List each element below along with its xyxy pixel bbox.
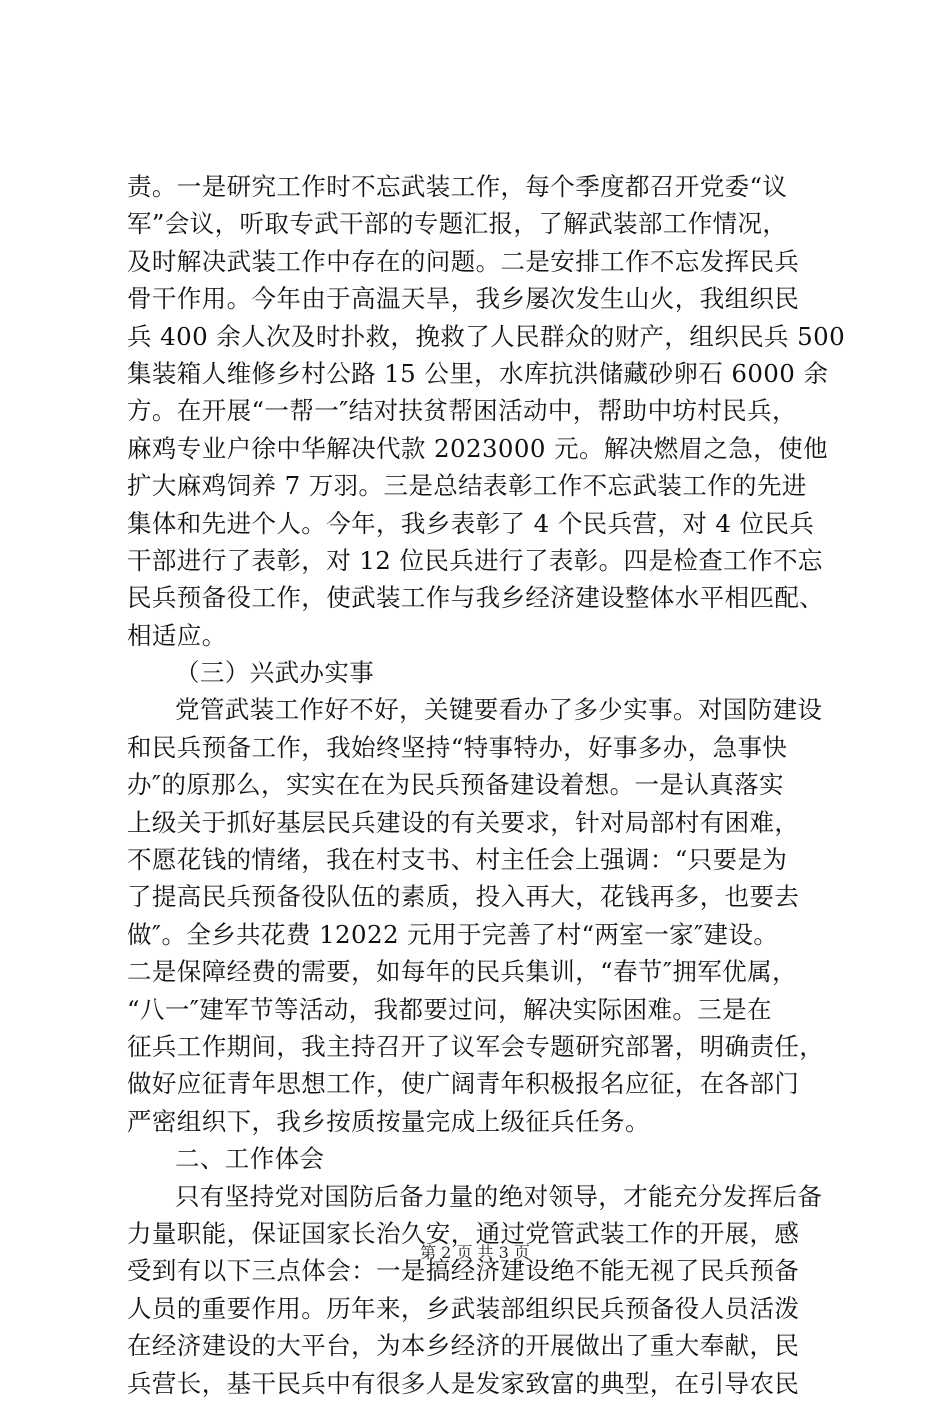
text-line: 干部进行了表彰，对 12 位民兵进行了表彰。四是检查工作不忘 — [127, 545, 823, 575]
text-line: 做″。全乡共花费 12022 元用于完善了村“两室一家″建设。 — [127, 919, 779, 949]
text-line: 责。一是研究工作时不忘武装工作，每个季度都召开党委“议 — [127, 172, 788, 201]
text-line: 上级关于抓好基层民兵建设的有关要求，针对局部村有困难， — [127, 807, 800, 837]
section-heading: 二、工作体会 — [175, 1144, 325, 1174]
text-line: 办″的原那么，实实在在为民兵预备建设着想。一是认真落实 — [127, 770, 784, 800]
text-line: 兵营长，基干民兵中有很多人是发家致富的典型，在引导农民 — [127, 1368, 800, 1398]
section-heading: （三）兴武办实事 — [175, 658, 375, 688]
text-line: “八一″建军节等活动，我都要过问，解决实际困难。三是在 — [127, 994, 772, 1024]
text-line: 扩大麻鸡饲养 7 万羽。三是总结表彰工作不忘武装工作的先进 — [127, 471, 807, 501]
text-line: 集体和先进个人。今年，我乡表彰了 4 个民兵营，对 4 位民兵 — [127, 508, 815, 538]
paragraph-first-line: 只有坚持党对国防后备力量的绝对领导，才能充分发挥后备 — [175, 1181, 823, 1211]
text-line: 相适应。 — [127, 620, 227, 650]
text-line: 二是保障经费的需要，如每年的民兵集训，“春节″拥军优属， — [127, 957, 797, 987]
text-line: 人员的重要作用。历年来，乡武装部组织民兵预备役人员活泼 — [127, 1293, 800, 1323]
text-line: 及时解决武装工作中存在的问题。二是安排工作不忘发挥民兵 — [127, 246, 800, 276]
text-line: 集装箱人维修乡村公路 15 公里，水库抗洪储藏砂卵石 6000 余 — [127, 358, 829, 388]
text-line: 不愿花钱的情绪，我在村支书、村主任会上强调：“只要是为 — [127, 845, 788, 875]
text-line: 军”会议，听取专武干部的专题汇报，了解武装部工作情况， — [127, 209, 788, 239]
text-line: 做好应征青年思想工作，使广阔青年积极报名应征，在各部门 — [127, 1069, 800, 1099]
text-line: 民兵预备役工作，使武装工作与我乡经济建设整体水平相匹配、 — [127, 583, 825, 613]
text-line: 征兵工作期间，我主持召开了议军会专题研究部署，明确责任， — [127, 1031, 825, 1061]
text-line: 力量职能，保证国家长治久安，通过党管武装工作的开展，感 — [127, 1218, 800, 1248]
text-line: 方。在开展“一帮一″结对扶贫帮困活动中，帮助中坊村民兵， — [127, 396, 797, 426]
text-line: 了提高民兵预备役队伍的素质，投入再大，花钱再多，也要去 — [127, 882, 800, 912]
text-line: 在经济建设的大平台，为本乡经济的开展做出了重大奉献，民 — [127, 1331, 800, 1361]
text-line: 麻鸡专业户徐中华解决代款 2023000 元。解决燃眉之急，使他 — [127, 433, 828, 463]
text-line: 骨干作用。今年由于高温天旱，我乡屡次发生山火，我组织民 — [127, 284, 800, 314]
document-body — [127, 168, 846, 1402]
text-line: 和民兵预备工作，我始终坚持“特事特办，好事多办，急事快 — [127, 732, 788, 762]
text-line: 严密组织下，我乡按质按量完成上级征兵任务。 — [127, 1106, 650, 1136]
page-number-footer: 第 2 页 共 3 页 — [420, 1243, 530, 1262]
paragraph-first-line: 党管武装工作好不好，关键要看办了多少实事。对国防建设 — [175, 695, 823, 725]
text-line: 兵 400 余人次及时扑救，挽救了人民群众的财产，组织民兵 500 — [127, 321, 846, 351]
text-line: 受到有以下三点体会：一是搞经济建设绝不能无视了民兵预备 — [127, 1256, 800, 1286]
